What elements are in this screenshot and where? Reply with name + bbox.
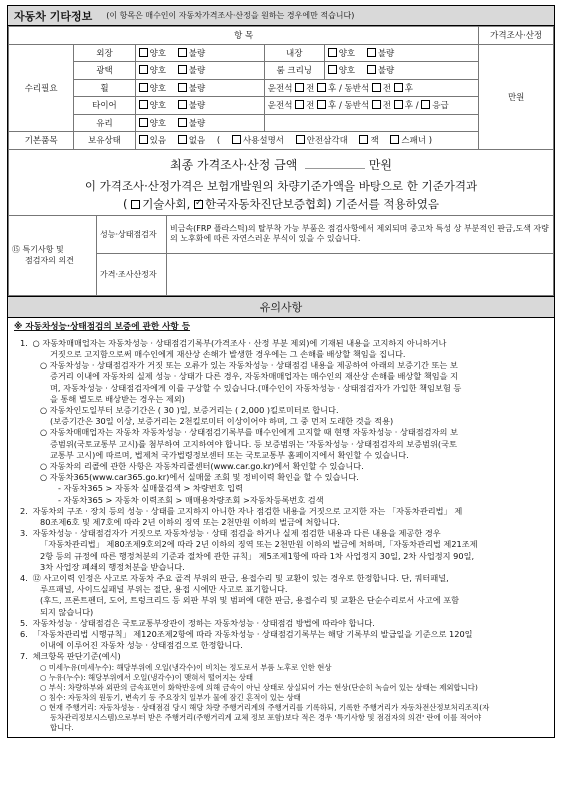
caution-title: 유의사항 xyxy=(8,296,554,318)
checkbox[interactable] xyxy=(178,65,187,74)
caution-line: 7. 체크항목 판단기준(예시) xyxy=(20,651,121,662)
caution-line: ○ 자동차의 리콜에 관한 사항은 자동차리콜센터(www.car.go.kr)에서 확인할 수 있습니다. xyxy=(40,460,364,471)
group-repair: 수리필요 xyxy=(9,44,74,132)
checkbox[interactable] xyxy=(139,83,148,92)
caution-item xyxy=(14,618,548,629)
col-item-header: 항 목 xyxy=(9,27,479,45)
caution-line: 6. 「자동차관리법 시행규칙」 제120조제2항에 따라 자동차성능 · 상태점검기록부는 해당 기록부의 발급일을 기준으로 120일 xyxy=(20,628,473,639)
caution-item xyxy=(14,573,548,618)
caution-line: 1. ○ 자동차매매업자는 자동차성능 · 상태점검기록부(가격조사 · 산정 부분 제외)에 기재된 내용을 고지하지 아니하거나 xyxy=(20,337,447,348)
caution-line: 교통부 고시)에 따르며, 법제처 국가법령정보센터 또는 국토교통부 홈페이지에서 확인할 수 있습니다. xyxy=(50,449,409,460)
wheel-options: 양호 불량 xyxy=(135,79,264,97)
caution-line: 3. 자동차성능 · 상태점검자가 거짓으로 자동차성능 · 상태 점검을 하거나 실제 점검한 내용과 다른 내용을 제공한 경우 xyxy=(20,528,441,539)
caution-line: ○ 자동차인도일부터 보증기간은 ( 30 )일, 보증거리는 ( 2,000 )킬로미터로 합니다. xyxy=(40,404,339,415)
checkbox[interactable] xyxy=(421,100,430,109)
perf-inspector-label: 성능·상태점검자 xyxy=(97,215,167,253)
glass-empty xyxy=(264,114,479,132)
row-interior: 내장 xyxy=(264,44,324,62)
caution-line: 5. 자동차성능 · 상태점검은 국토교통부장관이 정하는 자동차성능 · 상태점검 방법에 따라야 합니다. xyxy=(20,617,375,628)
checkbox[interactable] xyxy=(178,48,187,57)
checkbox[interactable] xyxy=(139,135,148,144)
caution-body xyxy=(8,318,554,737)
checkbox[interactable] xyxy=(139,100,148,109)
col-price-header: 가격조사·산정 xyxy=(479,27,554,45)
glass-options: 양호 불량 xyxy=(135,114,264,132)
caution-line: ○ 자동차성능 · 상태점검자가 거짓 또는 오류가 있는 자동차성능 · 상태점검 내용을 제공하여 아래의 보증기간 또는 보 xyxy=(40,360,458,371)
tire-options: 양호 불량 xyxy=(135,97,264,115)
caution-line: 80조제6호 및 제7호에 따라 2년 이하의 징역 또는 2천만원 이하의 벌금에 처합니다. xyxy=(40,516,340,527)
checkbox[interactable] xyxy=(178,118,187,127)
checkbox[interactable] xyxy=(131,200,140,209)
caution-line: 2항 등의 규정에 따른 행정처분의 기준과 절차에 관한 규칙」 제5조제1항에 따라 1차 사업정지 30일, 2차 사업정지 90일, xyxy=(40,550,475,561)
summary-line-2: ( 기술사회, ✓ 한국자동차진단보증협회) 기준서를 적용하였음 xyxy=(9,196,553,212)
checkbox[interactable] xyxy=(139,118,148,127)
row-glass: 유리 xyxy=(74,114,135,132)
checkbox[interactable] xyxy=(394,100,403,109)
caution-item xyxy=(14,651,548,662)
caution-item xyxy=(14,629,548,651)
section-title: 자동차 기타정보 xyxy=(14,9,93,23)
price-unit: 만원 xyxy=(507,92,525,103)
caution-line: 루프패널, 사이드실패널 부위는 절단, 용접 시에만 사고로 표기합니다. xyxy=(40,584,288,595)
section-header xyxy=(8,6,554,26)
caution-line: 2. 자동차의 구조 · 장치 등의 성능 · 상태를 고지하지 아니한 자나 점검한 내용을 거짓으로 고지한 자는 「자동차관리법」 제 xyxy=(20,505,463,516)
caution-line: 며, 자동차성능 · 상태점검자에게 이를 구상할 수 있습니다.(매수인이 자동차성능 · 상태점검자가 가입한 책임보험 등 xyxy=(50,382,462,393)
caution-line: 4. ⑫ 사고이력 인정은 사고로 자동차 주요 골격 부위의 판금, 용접수리 및 교환이 있는 경우로 한정합니다. 단, 쿼터패널, xyxy=(20,572,449,583)
caution-line: 되지 않습니다) xyxy=(40,606,94,617)
criteria-line: ○ 부식: 차량하부와 외판의 금속표면이 화학반응에 의해 금속이 아닌 상태로 상실되어 가는 현상(단순히 녹슬어 있는 상태는 제외합니다) xyxy=(40,682,478,692)
caution-item xyxy=(14,528,548,573)
caution-line: (후드, 프론트펜더, 도어, 트렁크리드 등 외판 부위 및 범퍼에 대한 판금, 용접수리 및 교환은 단순수리로서 사고에 포함 xyxy=(40,595,460,606)
checkbox-checked[interactable] xyxy=(194,200,203,209)
caution-item xyxy=(14,338,548,506)
tire-positions: 운전석 전 후 / 동반석 전 후 / 응급 xyxy=(264,97,479,115)
caution-line: 이내에 이루어진 자동차 성능 · 상태점검으로 한정합니다. xyxy=(40,640,243,651)
caution-line: 거짓으로 고지함으로써 매수인에게 재산상 손해가 발생한 경우에는 그 손해를 배상할 책임을 집니다. xyxy=(50,348,406,359)
caution-heading: ※ 자동차성능·상태점검의 보증에 관한 사항 등 xyxy=(14,321,191,332)
criteria-line: 합니다. xyxy=(50,722,74,732)
caution-line: 증범위(국토교통부 고시)를 첨부하여 고지하여야 합니다. 등 보증범위는 '자동차성능 · 상태점검자의 보증범위(국토 xyxy=(50,438,457,449)
checkbox[interactable] xyxy=(394,83,403,92)
checkbox[interactable] xyxy=(139,65,148,74)
row-room: 룸 크리닝 xyxy=(264,62,324,80)
summary-line-1: 이 가격조사·산정가격은 보험개발원의 차량기준가액을 바탕으로 한 기준가격과 xyxy=(84,178,478,193)
price-inspector-text[interactable] xyxy=(167,253,554,295)
final-price-label: 최종 가격조사·산정 금액 xyxy=(169,157,298,172)
criteria-line: ○ 누유(누수): 해당부위에서 오일(냉각수)이 맺혀서 떨어지는 상태 xyxy=(40,672,254,682)
caution-items xyxy=(14,338,548,663)
row-wheel: 휠 xyxy=(74,79,135,97)
special-notes-table xyxy=(8,215,554,296)
gloss-options: 양호 불량 xyxy=(135,62,264,80)
caution-line: ○ 자동차매매업자는 자동차 자동차성능 · 상태점검기록부를 매수인에게 고지할 때 현행 자동차성능 · 상태점검자의 보 xyxy=(40,427,458,438)
checkbox[interactable] xyxy=(139,48,148,57)
row-tire: 타이어 xyxy=(74,97,135,115)
price-inspector-label: 가격·조사산정자 xyxy=(97,253,167,295)
criteria-line: 동차관리정보시스템)으로부터 받은 주행거리(주행거리계 교체 정보 포함)보다 적은 경우 '특기사항 및 점검자의 의견' 란에 이를 적어야 xyxy=(50,712,482,722)
checkbox[interactable] xyxy=(367,65,376,74)
caution-item xyxy=(14,506,548,528)
criteria-list xyxy=(14,663,548,733)
wheel-positions: 운전석 전 후 / 동반석 전 후 xyxy=(264,79,479,97)
criteria-line: ○ 침수: 자동차의 원동기, 변속기 등 주요장치 일부가 물에 잠긴 흔적이 있는 상태 xyxy=(40,692,301,702)
caution-line: - 자동차365 > 자동차 실매물검색 > 차량번호 입력 xyxy=(58,483,243,494)
caution-line: 을 통해 별도로 배상받는 경우는 제외) xyxy=(50,393,185,404)
caution-line: - 자동차365 > 자동차 이력조회 > 매매용차량조회 >자동차등록번호 검색 xyxy=(58,494,324,505)
checkbox[interactable] xyxy=(295,83,304,92)
criteria-line: ○ 현재 주행거리: 자동차성능 · 상태점검 당시 해당 차량 주행거리계의 주행거리를 기록하되, 기록한 주행거리가 자동차전산정보처리조직(자 xyxy=(40,702,490,712)
checkbox[interactable] xyxy=(317,100,326,109)
price-summary xyxy=(8,150,554,215)
checkbox[interactable] xyxy=(178,83,187,92)
inspection-table xyxy=(8,26,554,150)
checkbox[interactable] xyxy=(328,65,337,74)
checkbox[interactable] xyxy=(372,100,381,109)
checkbox[interactable] xyxy=(390,135,399,144)
checkbox[interactable] xyxy=(328,48,337,57)
row-possession: 보유상태 xyxy=(74,132,135,150)
caution-line: ○ 자동차365(www.car365.go.kr)에서 실매물 조회 및 정비이력 확인을 할 수 있습니다. xyxy=(40,472,359,483)
group-basic: 기본품목 xyxy=(9,132,74,150)
checkbox[interactable] xyxy=(295,100,304,109)
checkbox[interactable] xyxy=(178,135,187,144)
section-note: (이 항목은 매수인이 자동차가격조사·산정을 원하는 경우에만 적습니다) xyxy=(106,11,355,20)
checkbox[interactable] xyxy=(317,83,326,92)
special-label: ⑮ 특기사항 및 점검자의 의견 xyxy=(9,215,97,295)
perf-inspector-text: 비금속(FRP 플라스틱)의 탈부착 가능 부품은 점검사항에서 제외되며 중고차 특성 상 부분적인 판금,도색 자량의 노후화에 따른 자연스러운 부식이 있을 수 있습니다. xyxy=(167,215,554,253)
checkbox[interactable] xyxy=(367,48,376,57)
row-exterior: 외장 xyxy=(74,44,135,62)
possession-options: 있음 없음 ( 사용설명서 안전삼각대 잭 스패너 ) xyxy=(135,132,479,150)
checkbox[interactable] xyxy=(359,135,368,144)
row-gloss: 광택 xyxy=(74,62,135,80)
interior-options: 양호 불량 xyxy=(324,44,479,62)
checkbox[interactable] xyxy=(232,135,241,144)
form-frame xyxy=(7,5,555,738)
checkbox[interactable] xyxy=(178,100,187,109)
caution-line: 「자동차관리법」 제80조제9호의2에 따라 2년 이하의 징역 또는 2천만원 이하의 벌금에 처하며,「자동차관리법 제21조제 xyxy=(40,539,478,550)
price-cell[interactable] xyxy=(479,44,554,149)
caution-line: (보증기간은 30일 이상, 보증거리는 2천킬로미터 이상이어야 하며, 그 중 먼저 도래한 것을 적용) xyxy=(50,416,394,427)
caution-line: 증거리 이내에 자동차의 실제 성능 · 상태가 다른 경우, 자동차매매업자는 매수인의 재산상 손해를 배상할 책임을 지 xyxy=(50,371,459,382)
room-options: 양호 불량 xyxy=(324,62,479,80)
checkbox[interactable] xyxy=(296,135,305,144)
final-price-field[interactable] xyxy=(305,155,365,169)
final-price-unit: 만원 xyxy=(368,157,393,172)
checkbox[interactable] xyxy=(372,83,381,92)
caution-line: 3차 사업장 폐쇄의 행정처분을 받습니다. xyxy=(40,561,185,572)
exterior-options: 양호 불량 xyxy=(135,44,264,62)
criteria-line: ○ 미세누유(미세누수): 해당부위에 오일(냉각수)이 비치는 정도로서 부품 노후로 인한 현상 xyxy=(40,662,332,672)
